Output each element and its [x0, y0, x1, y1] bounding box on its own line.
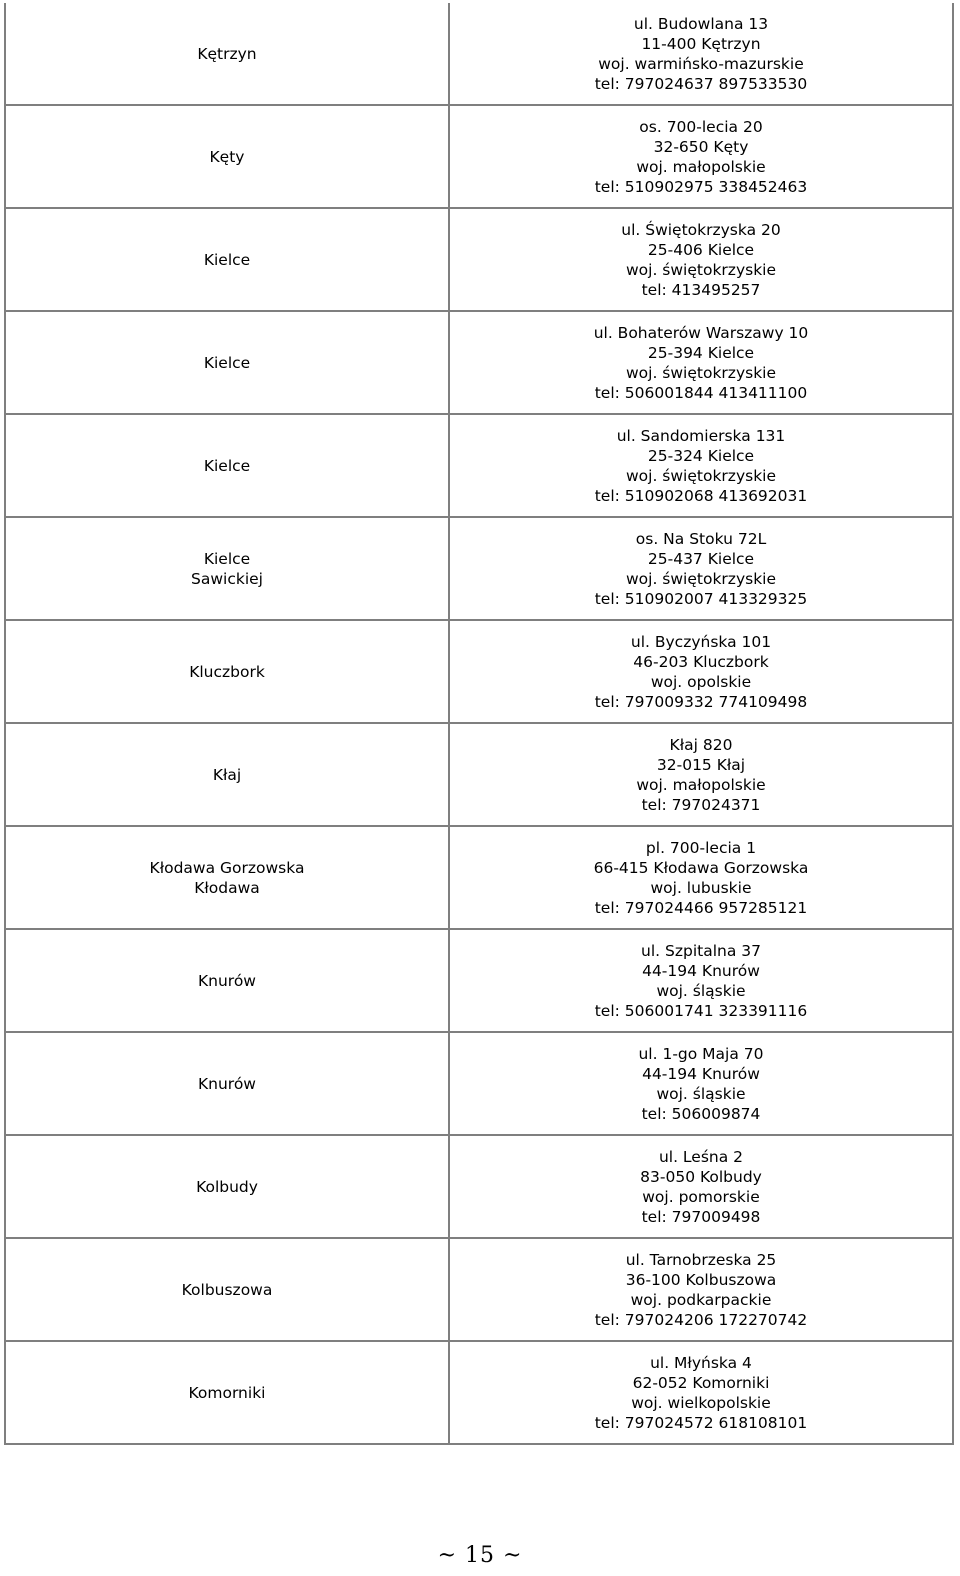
voivodeship-line: woj. świętokrzyskie — [625, 466, 777, 485]
city-cell — [5, 826, 449, 929]
postal-line: 44-194 Knurów — [642, 961, 760, 980]
postal-line: 32-650 Kęty — [653, 137, 749, 156]
postal-line: 36-100 Kolbuszowa — [625, 1270, 777, 1289]
postal-line: 25-324 Kielce — [647, 446, 755, 465]
voivodeship-line: woj. warmińsko-mazurskie — [598, 54, 804, 73]
city-name: Kęty — [209, 147, 245, 166]
voivodeship-line: woj. śląskie — [656, 981, 746, 1000]
table-row — [5, 3, 953, 105]
voivodeship-line: woj. lubuskie — [650, 878, 752, 897]
postal-line: 83-050 Kolbudy — [640, 1167, 762, 1186]
voivodeship-line: woj. świętokrzyskie — [625, 363, 777, 382]
city-name: Kolbudy — [196, 1177, 258, 1196]
address-cell — [449, 1032, 953, 1135]
city-cell — [5, 311, 449, 414]
city-name: Kolbuszowa — [181, 1280, 273, 1299]
street-line: ul. 1-go Maja 70 — [638, 1044, 764, 1063]
address-cell — [449, 1341, 953, 1444]
address-cell — [449, 1238, 953, 1341]
table-row — [5, 517, 953, 620]
table-row — [5, 105, 953, 208]
phone-line: tel: 797024371 — [641, 795, 761, 814]
table-row — [5, 414, 953, 517]
phone-line: tel: 797024206 172270742 — [594, 1310, 808, 1329]
voivodeship-line: woj. małopolskie — [636, 157, 766, 176]
city-name: Kłodawa — [194, 878, 260, 897]
address-cell — [449, 517, 953, 620]
phone-line: tel: 797009332 774109498 — [594, 692, 808, 711]
table-row — [5, 1341, 953, 1444]
city-cell — [5, 723, 449, 826]
postal-line: 25-394 Kielce — [647, 343, 755, 362]
address-cell — [449, 3, 953, 105]
city-name: Kielce — [203, 353, 251, 372]
city-name: Kłodawa Gorzowska — [149, 858, 305, 877]
city-name: Kętrzyn — [197, 44, 257, 63]
table-row — [5, 826, 953, 929]
address-cell — [449, 826, 953, 929]
voivodeship-line: woj. pomorskie — [642, 1187, 760, 1206]
city-name: Kielce — [203, 456, 251, 475]
table-row — [5, 1032, 953, 1135]
postal-line: 25-406 Kielce — [647, 240, 755, 259]
city-name: Kielce — [203, 250, 251, 269]
street-line: ul. Sandomierska 131 — [616, 426, 786, 445]
street-line: ul. Byczyńska 101 — [630, 632, 772, 651]
voivodeship-line: woj. śląskie — [656, 1084, 746, 1103]
city-cell — [5, 1135, 449, 1238]
city-cell — [5, 1341, 449, 1444]
table-row — [5, 723, 953, 826]
table-row — [5, 1135, 953, 1238]
phone-line: tel: 797024572 618108101 — [594, 1413, 808, 1432]
table-row — [5, 620, 953, 723]
city-cell — [5, 105, 449, 208]
postal-line: 44-194 Knurów — [642, 1064, 760, 1083]
address-cell — [449, 105, 953, 208]
city-cell — [5, 414, 449, 517]
address-cell — [449, 1135, 953, 1238]
phone-line: tel: 506009874 — [641, 1104, 761, 1123]
city-cell — [5, 208, 449, 311]
postal-line: 66-415 Kłodawa Gorzowska — [593, 858, 809, 877]
city-cell — [5, 929, 449, 1032]
locations-table — [4, 3, 954, 1445]
street-line: ul. Szpitalna 37 — [641, 941, 761, 960]
voivodeship-line: woj. wielkopolskie — [631, 1393, 771, 1412]
street-line: ul. Tarnobrzeska 25 — [625, 1250, 777, 1269]
postal-line: 32-015 Kłaj — [656, 755, 746, 774]
postal-line: 11-400 Kętrzyn — [641, 34, 761, 53]
voivodeship-line: woj. świętokrzyskie — [625, 569, 777, 588]
postal-line: 46-203 Kluczbork — [633, 652, 769, 671]
page-number: ~ 15 ~ — [437, 1543, 523, 1568]
street-line: Kłaj 820 — [669, 735, 733, 754]
city-name: Komorniki — [188, 1383, 266, 1402]
locations-table-container — [4, 3, 952, 1445]
street-line: ul. Świętokrzyska 20 — [621, 220, 781, 239]
voivodeship-line: woj. opolskie — [650, 672, 752, 691]
address-cell — [449, 929, 953, 1032]
city-cell — [5, 1238, 449, 1341]
address-cell — [449, 620, 953, 723]
table-row — [5, 1238, 953, 1341]
city-cell — [5, 1032, 449, 1135]
city-cell — [5, 517, 449, 620]
phone-line: tel: 506001844 413411100 — [594, 383, 808, 402]
city-cell — [5, 3, 449, 105]
street-line: ul. Leśna 2 — [658, 1147, 744, 1166]
street-line: pl. 700-lecia 1 — [645, 838, 757, 857]
phone-line: tel: 413495257 — [641, 280, 761, 299]
phone-line: tel: 797009498 — [641, 1207, 761, 1226]
city-name: Sawickiej — [191, 569, 263, 588]
voivodeship-line: woj. podkarpackie — [630, 1290, 772, 1309]
voivodeship-line: woj. świętokrzyskie — [625, 260, 777, 279]
phone-line: tel: 797024466 957285121 — [594, 898, 808, 917]
table-row — [5, 929, 953, 1032]
street-line: os. Na Stoku 72L — [635, 529, 767, 548]
city-cell — [5, 620, 449, 723]
address-cell — [449, 723, 953, 826]
address-cell — [449, 311, 953, 414]
postal-line: 25-437 Kielce — [647, 549, 755, 568]
street-line: ul. Budowlana 13 — [633, 14, 769, 33]
street-line: ul. Bohaterów Warszawy 10 — [593, 323, 809, 342]
address-cell — [449, 414, 953, 517]
street-line: os. 700-lecia 20 — [639, 117, 763, 136]
address-cell — [449, 208, 953, 311]
postal-line: 62-052 Komorniki — [632, 1373, 770, 1392]
phone-line: tel: 510902975 338452463 — [594, 177, 808, 196]
phone-line: tel: 797024637 897533530 — [594, 74, 808, 93]
phone-line: tel: 506001741 323391116 — [594, 1001, 808, 1020]
city-name: Knurów — [197, 1074, 256, 1093]
city-name: Knurów — [197, 971, 256, 990]
locations-table-body — [5, 3, 953, 1444]
phone-line: tel: 510902007 413329325 — [594, 589, 808, 608]
city-name: Kłaj — [212, 765, 242, 784]
phone-line: tel: 510902068 413692031 — [594, 486, 808, 505]
street-line: ul. Młyńska 4 — [650, 1353, 752, 1372]
table-row — [5, 208, 953, 311]
city-name: Kluczbork — [189, 662, 265, 681]
voivodeship-line: woj. małopolskie — [636, 775, 766, 794]
table-row — [5, 311, 953, 414]
city-name: Kielce — [203, 549, 251, 568]
